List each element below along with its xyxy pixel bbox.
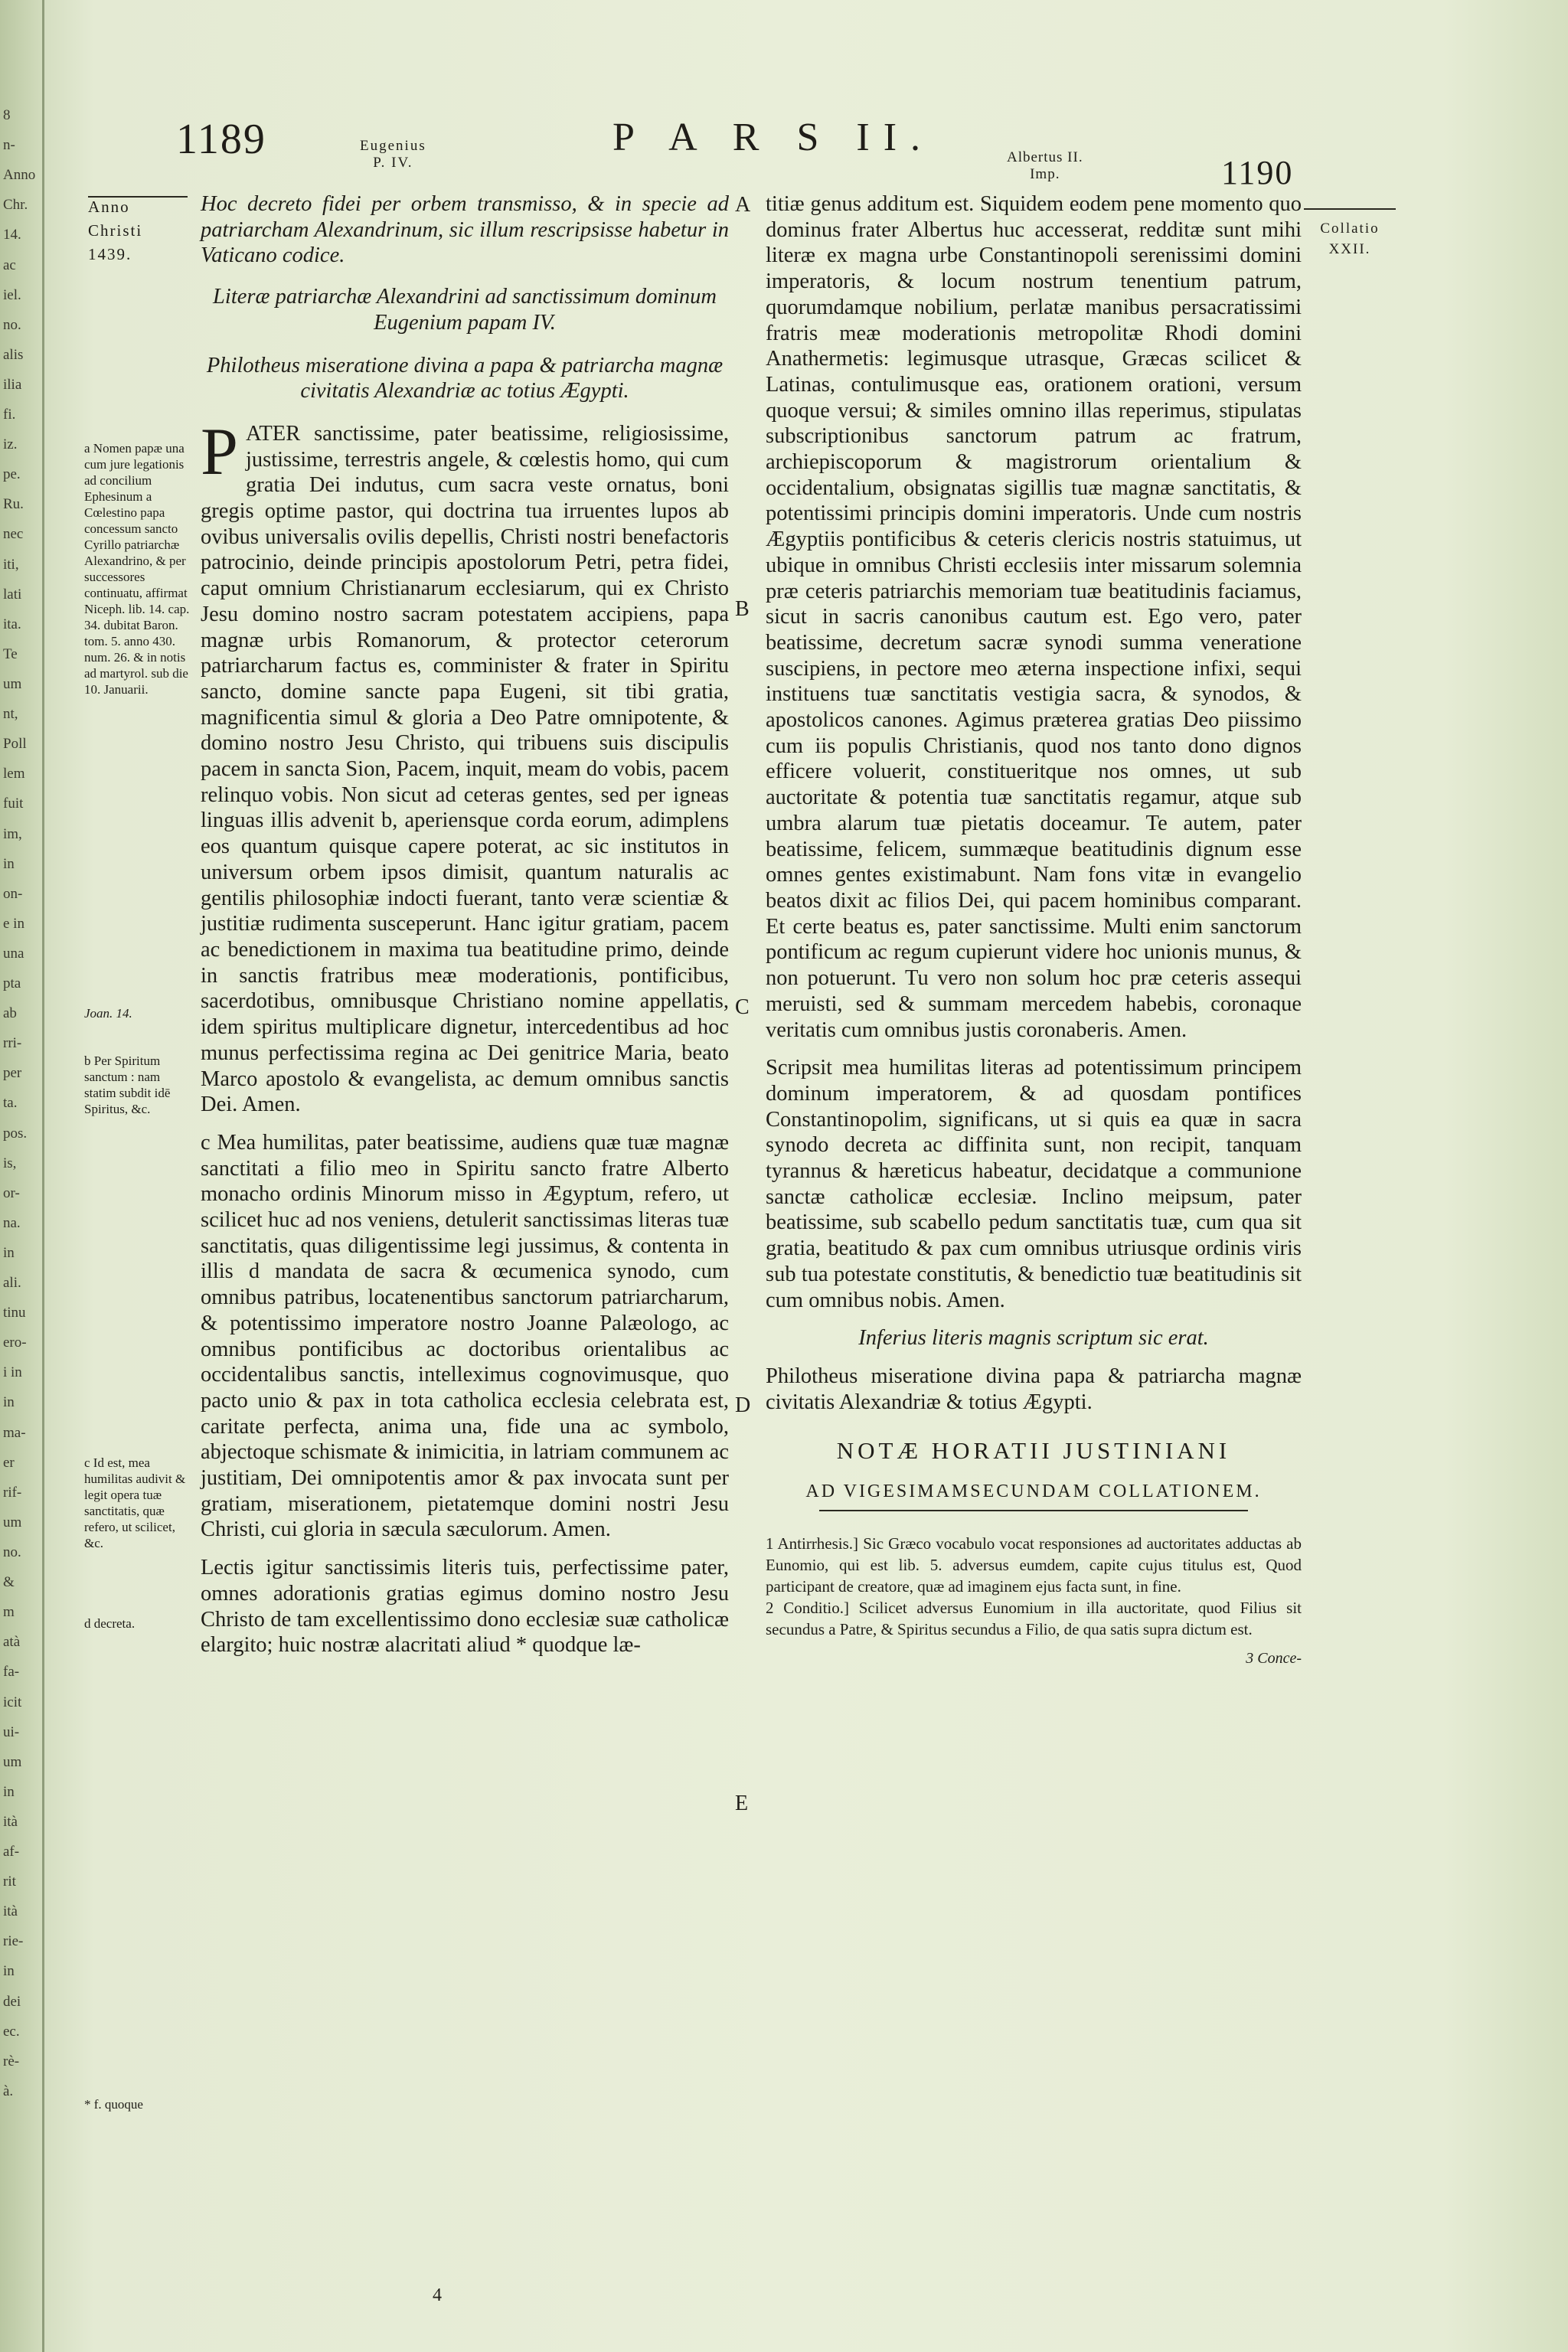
- previous-page-fragment: una: [3, 946, 24, 962]
- previous-page-fragment: na.: [3, 1215, 21, 1231]
- previous-page-fragment: in: [3, 1963, 15, 1979]
- notes-rule: [819, 1510, 1248, 1511]
- catchword: 3 Conce-: [1246, 1649, 1302, 1667]
- previous-page-fragment: 8: [3, 107, 11, 123]
- letter-paragraph-1: [201, 414, 729, 1118]
- year-label: 1439.: [88, 245, 132, 263]
- previous-page-fragment: Te: [3, 646, 18, 662]
- letter-paragraph-1-text: ATER sanctissime, pater beatissime, religiosissime, justissime, terrestris angele, & cœlestis homo, qui cum gratia Dei indutus, cum sacra veste ornatus, boni gregis optime pastor, qui doctrina tua irruentes lupos ab ovibus universalis ovilis depellis, Christi nostri benefactoris patrocinio, deinde principis apostolorum Petri, petra fidei, caput omnium Christianarum ecclesiarum, qui ex Christo Jesu domino nostro sacram potestatem accipiens, papa magnæ urbis Romanorum, & protector ceterorum patriarcharum factus es, comminister & frater in Spiritu sancto, domine sancte papa Eugeni, sit tibi gratia, magnificentia simul & gloria a Deo Patre omnipotente, & domino nostro Jesu Christo, qui tribuens suis discipulis pacem in sancta Sion, Pacem, inquit, meam do vobis, pacem relinquo vobis. Non sicut ad ceteras gentes, sed per igneas linguas illis advenit b, aperiensque corda eorum, adimplens eos quantum quisque capere poterat, ac sic institutos in universum orbem ipsos dimisit, quantum naturalis ac gentilis philosophiæ indocti fuerant, tanto veræ scientiæ & justitiæ rudimenta susceperunt. Hanc igitur gratiam, pacem ac benedictionem in maxima tua beatitudine primo, deinde in sanctis fratribus meæ moderationis, pontificibus, sacerdotibus, omnibusque Christiano nomine appellatis, idem spiritus multiplicare dignetur, intercedentibus ad hoc munus perfectissima regina ac Dei genitrice Maria, beato Marco apostolo & evangelista, ac demum omnibus sanctis Dei. Amen.: [201, 421, 729, 1117]
- previous-page-fragment: in: [3, 1245, 15, 1261]
- section-marker-c: C: [735, 995, 750, 1019]
- previous-page-fragment: ec.: [3, 2024, 20, 2040]
- previous-page-fragment: ab: [3, 1005, 17, 1021]
- previous-page-fragment: Poll: [3, 736, 27, 752]
- previous-page-fragment: ilia: [3, 377, 22, 393]
- letter-paragraph-2: c Mea humilitas, pater beatissime, audiens quæ tuæ magnæ sanctitati a filio meo in Spiritu sancto fratre Alberto monacho ordinis Minorum misso in Ægyptum, refero, ut scilicet huc ad nos veniens, detulerit sanctissimas literas tuæ sanctitatis, quas diligentissime legi jussimus, & contenta in illis d mandata de sacra & œcumenica synodo, cum omnibus patribus, locatenentibus sanctorum patriarcharum, & potentissimo imperatore nostro Joanne Palæologo, ac omnibus pontificibus ac doctoribus orientalibus ac occidentalibus sanctis, intelleximus cognovimusque, quo pacto unio & pax in tota catholica ecclesia celebrata est, caritate perfecta, anima una, fide una ac symbolo, abjectoque schismate & inimicitia, in latriam communem ac justitiam, Dei omnipotentis amor & pax invocata sunt per gratiam, miserationem, pietatemque domini nostri Jesu Christi, cui gloria in sæcula sæculorum. Amen.: [201, 1130, 729, 1542]
- previous-page-fragment: ac: [3, 257, 16, 273]
- previous-page-fragment: rif-: [3, 1485, 22, 1501]
- previous-page-fragment: Ru.: [3, 496, 24, 512]
- notes-heading: NOTÆ HORATII JUSTINIANI: [836, 1437, 1231, 1465]
- previous-page-fragment: iel.: [3, 287, 21, 303]
- previous-page-fragment: iz.: [3, 436, 18, 452]
- letter-signoff: Philotheus miseratione divina papa & patriarcha magnæ civitatis Alexandriæ & totius Ægypti.: [766, 1364, 1302, 1414]
- previous-page-fragment: ma-: [3, 1425, 26, 1441]
- previous-page-fragment: um: [3, 1754, 22, 1770]
- letter-paragraph-4: titiæ genus additum est. Siquidem eodem pene momento quo dominus frater Albertus huc accesserat, redditæ sunt mihi literæ ex magna urbe Constantinopoli serenissimi domini imperatoris, & locum nostrum tenentium patrum, quorumdamque nobilium, perlatæ manibus persacratissimi fratris meæ moderationis metropolitæ Rhodi domini Anathermetis: legimusque utrasque, Græcas scilicet & Latinas, contulimusque eas, orationem orationi, versum quoque versui; & similes omnino illas reperimus, stipulatas subscriptionibus sanctorum patrum ac fratrum, archiepiscoporum & magistrorum orientalium & occidentalium, obsignatas sigillis tuæ magnæ sanctitatis, & potentissimi principis domini imperatoris. Unde cum nostris Ægyptiis pontificibus & ceteris clericis nostris statuimus, ut ubique in omnibus Christi ecclesiis inter missarum solemnia præ ceteris patriarchis memoriam tuæ beatitudinis faciamus, sicut in sacris canonibus cautum est. Ego vero, pater beatissime, decretum sacræ synodi summa veneratione suscipiens, in pectore meo æterna inspectione infixi, sequi instituens tuæ sanctitatis vestigia sacra, & synodos, & apostolicos canones. Agimus præterea gratias Deo piissimo cum iis populis Christianis, quod nos tanto dono dignos efficere voluerit, constitueritque nos omnes, ut sub auctoritate & potentia tuæ sanctitatis regamur, atque sub umbra alarum tuæ pietatis doceamur. Te autem, pater beatissime, felicem, summæque beatitudinis dignum esse omnes gentes existimabunt. Nam fons vitæ in evangelio beatos dixit ac filios Dei, qui pacem hominibus comparant. Et certe beatus es, pater sanctissime. Multi enim sanctorum pontificum ac regum cupierunt videre hoc unionis munus, & non potuerunt. Tu vero non solum hoc præ ceteris assequi meruisti, sed & summam mercedem habebis, coronaque veritatis cum omnibus justis coronaberis. Amen.: [766, 192, 1302, 1042]
- inferius-line: Inferius literis magnis scriptum sic erat.: [858, 1326, 1209, 1351]
- previous-page-fragment: per: [3, 1065, 22, 1081]
- marginal-note-b: b Per Spiritum sanctum : nam statim subdit idē Spiritus, &c.: [84, 1054, 171, 1116]
- marginal-note-c: c Id est, mea humilitas audivit & legit opera tuæ sanctitatis, quæ refero, ut scilicet, &c.: [84, 1455, 186, 1550]
- previous-page-fragment: nt,: [3, 706, 18, 722]
- collatio-rule: [1304, 208, 1396, 210]
- previous-page-fragment: on-: [3, 886, 23, 902]
- previous-page-fragment: ali.: [3, 1275, 21, 1291]
- running-head-emperor-title: Imp.: [1030, 166, 1060, 182]
- previous-page-fragment: iti,: [3, 557, 19, 573]
- previous-page-fragment: ta.: [3, 1095, 18, 1111]
- previous-page-fragment: ità: [3, 1814, 18, 1830]
- letter-heading: Literæ patriarchæ Alexandrini ad sanctissimum dominum Eugenium papam IV.: [213, 285, 717, 335]
- section-marker-e: E: [735, 1792, 749, 1815]
- previous-page-fragment: lem: [3, 766, 25, 782]
- letter-paragraph-3: Lectis igitur sanctissimis literis tuis, perfectissime pater, omnes adorationis gratias egimus domino nostro Jesu Christo de tam excellentissimo dono ecclesiæ suæ catholicæ elargito; huic nostræ alacritati aliud * quodque læ-: [201, 1556, 729, 1658]
- drop-cap: P: [201, 414, 238, 489]
- marginal-note-f: * f. quoque: [84, 2097, 143, 2112]
- previous-page-fragment: er: [3, 1455, 15, 1471]
- previous-page-fragment: Anno: [3, 167, 36, 183]
- previous-page-fragment: fi.: [3, 407, 16, 423]
- previous-page-fragment: &: [3, 1574, 15, 1590]
- previous-page-fragment: pta: [3, 975, 21, 991]
- page-number-left: 1189: [176, 116, 266, 163]
- year-marginal: [88, 195, 195, 266]
- previous-page-fragment: 14.: [3, 227, 21, 243]
- anno-label: Anno: [88, 198, 130, 216]
- previous-page-fragment: à.: [3, 2083, 14, 2099]
- right-column: [766, 191, 1302, 1671]
- previous-page-fragment: no.: [3, 1544, 21, 1560]
- previous-page-fragment: icit: [3, 1694, 22, 1710]
- footnote-1: 1 Antirrhesis.] Sic Græco vocabulo vocat responsiones ad auctoritates adductas ab Eunomio, qui est lib. 5. adversus eumdem, capite cujus titulus est, Quod participant de creatore, quæ ad imaginem ejus facta sunt, in fine.: [766, 1534, 1302, 1596]
- previous-page-fragment: i in: [3, 1364, 22, 1380]
- running-head-title: P A R S II.: [612, 116, 935, 159]
- previous-page-fragment: pos.: [3, 1125, 28, 1142]
- section-marker-d: D: [735, 1393, 751, 1417]
- letter-salutation: Philotheus miseratione divina a papa & patriarcha magnæ civitatis Alexandriæ ac totius Ægypti.: [206, 353, 724, 403]
- footnote-2: 2 Conditio.] Scilicet adversus Eunomium in illa auctoritate, quod Filius sit secundus a Patre, & Spiritus secundus a Filio, de qua satis supra dictum est.: [766, 1598, 1302, 1638]
- previous-page-fragment: in: [3, 1784, 15, 1800]
- previous-page-fragment: ita.: [3, 616, 21, 632]
- previous-page-fragment: tinu: [3, 1305, 26, 1321]
- previous-page-fragment: lati: [3, 586, 22, 603]
- page-number-right: 1190: [1221, 154, 1294, 191]
- previous-page-fragment: n-: [3, 137, 15, 153]
- running-head-pope-name: Eugenius: [360, 138, 426, 154]
- marginal-note-a: a Nomen papæ una cum jure legationis ad concilium Ephesinum a Cœlestino papa concessum sancto Cyrillo patriarchæ Alexandrino, & per successores continuatu, affirmat Niceph. lib. 14. cap. 34. dubitat Baron. tom. 5. anno 430. num. 26. & in notis ad martyrol. sub die 10. Januarii.: [84, 441, 190, 697]
- left-column: [201, 191, 729, 1658]
- previous-page-fragment: nec: [3, 526, 24, 542]
- previous-page-fragment: in: [3, 856, 15, 872]
- previous-page-fragment: ità: [3, 1903, 18, 1919]
- collatio-marginal: [1304, 218, 1396, 260]
- previous-page-fragment: m: [3, 1604, 15, 1620]
- previous-page-fragment: alis: [3, 347, 24, 363]
- section-marker-b: B: [735, 597, 750, 621]
- running-head-pope-number: P. IV.: [373, 155, 413, 171]
- previous-page-fragment: or-: [3, 1185, 20, 1201]
- previous-page-fragment: pe.: [3, 466, 21, 482]
- marginal-note-joan: Joan. 14.: [84, 1006, 132, 1021]
- christi-label: Christi: [88, 221, 143, 240]
- notes-subheading: AD VIGESIMAMSECUNDAM COLLATIONEM.: [805, 1481, 1262, 1502]
- collatio-number: XXII.: [1328, 241, 1371, 257]
- previous-page-fragment: no.: [3, 317, 21, 333]
- previous-page-fragment: rri-: [3, 1035, 22, 1051]
- previous-page-fragment: um: [3, 676, 22, 692]
- previous-page-fragment: dei: [3, 1994, 21, 2010]
- running-head-emperor-name: Albertus II.: [1007, 149, 1083, 165]
- running-head-pope: [360, 138, 426, 172]
- previous-page-fragment: atà: [3, 1634, 21, 1650]
- signature-mark: 4: [433, 2285, 442, 2305]
- previous-page-fragment: in: [3, 1394, 15, 1410]
- previous-page-fragment: um: [3, 1514, 22, 1530]
- previous-page-fragment: e in: [3, 916, 24, 932]
- previous-page-fragment: rit: [3, 1873, 16, 1890]
- previous-page-edge: [0, 0, 44, 2352]
- letter-paragraph-5: Scripsit mea humilitas literas ad potentissimum principem dominum imperatorem, & ad quosdam pontifices Constantinopolim, significans, ut si quis ea quæ in sacra synodo decreta ac diffinita sunt, non recipit, tanquam tyrannus & hæreticus habeatur, decidatque a communione sanctæ catholicæ ecclesiæ. Inclino meipsum, pater beatissime, sub scabello pedum sanctitatis tuæ, cum qua sit gratia, beatitudo & pax cum omnibus utriusque ordinis viris sub tua potestate constitutis, & benedictio tuæ beatitudinis sit cum omnibus nobis. Amen.: [766, 1056, 1302, 1312]
- marginal-note-d: d decreta.: [84, 1616, 136, 1631]
- previous-page-fragment: is,: [3, 1155, 17, 1171]
- section-marker-a: A: [735, 193, 751, 217]
- previous-page-fragment: fuit: [3, 795, 24, 812]
- previous-page-fragment: fa-: [3, 1664, 20, 1680]
- intro-paragraph: Hoc decreto fidei per orbem transmisso, & in specie ad patriarcham Alexandrinum, sic illum rescripsisse habetur in Vaticano codice.: [201, 192, 729, 268]
- previous-page-fragment: im,: [3, 826, 22, 842]
- previous-page-fragment: ero-: [3, 1334, 27, 1351]
- previous-page-fragment: rè-: [3, 2053, 20, 2069]
- previous-page-fragment: rie-: [3, 1933, 24, 1949]
- running-head-emperor: [1007, 149, 1083, 183]
- previous-page-fragment: Chr.: [3, 197, 28, 213]
- previous-page-fragment: ui-: [3, 1724, 20, 1740]
- previous-page-fragment: af-: [3, 1844, 20, 1860]
- collatio-label: Collatio: [1320, 220, 1380, 237]
